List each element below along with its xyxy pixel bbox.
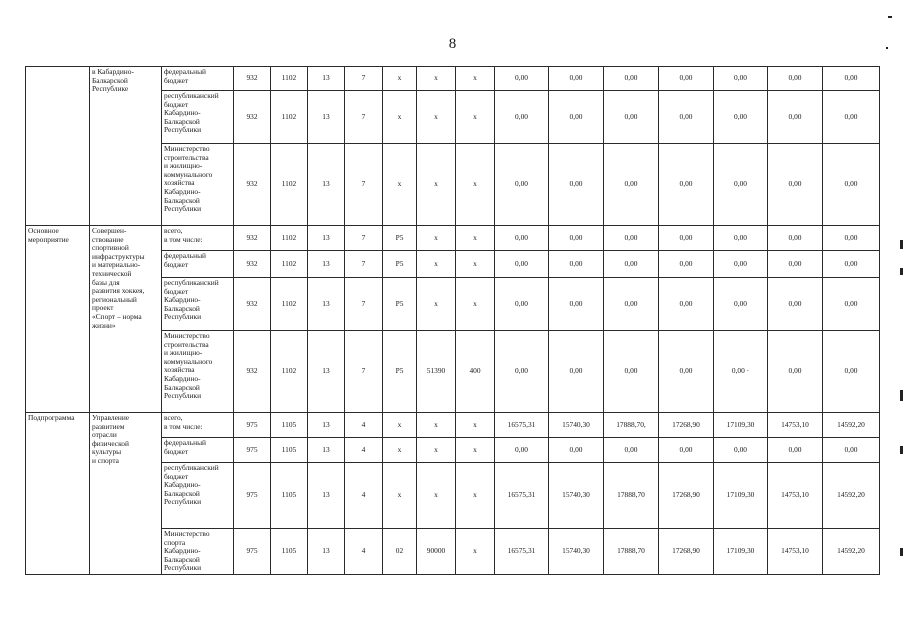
om-cell: P5 bbox=[383, 331, 417, 413]
grbs-cell: 975 bbox=[234, 529, 271, 575]
rzpr-cell: 1102 bbox=[271, 278, 308, 331]
pgp-cell: 7 bbox=[345, 331, 383, 413]
amount-cell: 0,00 bbox=[604, 278, 659, 331]
gp-cell: 13 bbox=[308, 529, 345, 575]
grbs-cell: 932 bbox=[234, 91, 271, 144]
grbs-cell: 975 bbox=[234, 413, 271, 438]
amount-cell: 0,00 bbox=[549, 438, 604, 463]
amount-cell: 17888,70 bbox=[604, 463, 659, 529]
table-row bbox=[26, 226, 880, 251]
scan-mark bbox=[900, 240, 903, 249]
amount-cell: 0,00 bbox=[768, 278, 823, 331]
amount-cell: 0,00 bbox=[495, 438, 549, 463]
pgp-cell: 7 bbox=[345, 67, 383, 91]
amount-cell: 17109,30 bbox=[714, 529, 768, 575]
amount-cell: 16575,31 bbox=[495, 413, 549, 438]
amount-cell: 17888,70, bbox=[604, 413, 659, 438]
target-article-cell: 51390 bbox=[417, 331, 456, 413]
funding-source-cell: Министерство спорта Кабардино- Балкарской Республики bbox=[162, 529, 234, 575]
amount-cell: 0,00 bbox=[604, 91, 659, 144]
amount-cell: 0,00 bbox=[823, 226, 880, 251]
amount-cell: 0,00 bbox=[768, 67, 823, 91]
om-cell: x bbox=[383, 413, 417, 438]
gp-cell: 13 bbox=[308, 413, 345, 438]
expense-type-cell: x bbox=[456, 91, 495, 144]
gp-cell: 13 bbox=[308, 251, 345, 278]
expense-type-cell: x bbox=[456, 278, 495, 331]
rzpr-cell: 1105 bbox=[271, 529, 308, 575]
expense-type-cell: x bbox=[456, 67, 495, 91]
grbs-cell: 932 bbox=[234, 251, 271, 278]
amount-cell: 0,00 bbox=[549, 251, 604, 278]
pgp-cell: 7 bbox=[345, 278, 383, 331]
amount-cell: 0,00 bbox=[604, 331, 659, 413]
expense-type-cell: x bbox=[456, 226, 495, 251]
funding-source-cell: федеральный бюджет bbox=[162, 251, 234, 278]
amount-cell: 17888,70 bbox=[604, 529, 659, 575]
pgp-cell: 7 bbox=[345, 251, 383, 278]
amount-cell: 16575,31 bbox=[495, 529, 549, 575]
amount-cell: 0,00 bbox=[549, 226, 604, 251]
rzpr-cell: 1105 bbox=[271, 463, 308, 529]
rzpr-cell: 1102 bbox=[271, 67, 308, 91]
grbs-cell: 932 bbox=[234, 331, 271, 413]
expense-type-cell: x bbox=[456, 463, 495, 529]
om-cell: 02 bbox=[383, 529, 417, 575]
target-article-cell: x bbox=[417, 144, 456, 226]
pgp-cell: 4 bbox=[345, 438, 383, 463]
grbs-cell: 932 bbox=[234, 278, 271, 331]
amount-cell: 0,00 bbox=[495, 251, 549, 278]
rzpr-cell: 1105 bbox=[271, 438, 308, 463]
target-article-cell: x bbox=[417, 251, 456, 278]
program-name-cell: Совершен- ствование спортивной инфраструктуры и материально- технической базы для развития хоккея, региональный проект «Спорт – норма жизни» bbox=[90, 226, 162, 413]
amount-cell: 15740,30 bbox=[549, 413, 604, 438]
budget-table bbox=[25, 66, 880, 575]
expense-type-cell: x bbox=[456, 529, 495, 575]
funding-source-cell: республиканский бюджет Кабардино- Балкарской Республики bbox=[162, 278, 234, 331]
funding-source-cell: республиканский бюджет Кабардино- Балкарской Республики bbox=[162, 463, 234, 529]
om-cell: P5 bbox=[383, 251, 417, 278]
table-row bbox=[26, 413, 880, 438]
pgp-cell: 7 bbox=[345, 144, 383, 226]
expense-type-cell: x bbox=[456, 413, 495, 438]
amount-cell: 0,00 bbox=[768, 91, 823, 144]
amount-cell: 14753,10 bbox=[768, 413, 823, 438]
gp-cell: 13 bbox=[308, 226, 345, 251]
expense-type-cell: x bbox=[456, 251, 495, 278]
rzpr-cell: 1102 bbox=[271, 331, 308, 413]
target-article-cell: x bbox=[417, 67, 456, 91]
gp-cell: 13 bbox=[308, 91, 345, 144]
amount-cell: 15740,30 bbox=[549, 529, 604, 575]
funding-source-cell: всего, в том числе: bbox=[162, 226, 234, 251]
amount-cell: 0,00 bbox=[714, 278, 768, 331]
table-body bbox=[26, 67, 880, 575]
amount-cell: 0,00 bbox=[604, 226, 659, 251]
amount-cell: 0,00 bbox=[823, 251, 880, 278]
amount-cell: 0,00 bbox=[495, 331, 549, 413]
target-article-cell: x bbox=[417, 463, 456, 529]
amount-cell: 0,00 bbox=[823, 91, 880, 144]
target-article-cell: x bbox=[417, 91, 456, 144]
pgp-cell: 7 bbox=[345, 226, 383, 251]
target-article-cell: x bbox=[417, 278, 456, 331]
amount-cell: 0,00 bbox=[823, 331, 880, 413]
grbs-cell: 932 bbox=[234, 144, 271, 226]
funding-source-cell: федеральный бюджет bbox=[162, 438, 234, 463]
grbs-cell: 932 bbox=[234, 67, 271, 91]
amount-cell: 0,00 bbox=[714, 67, 768, 91]
amount-cell: 16575,31 bbox=[495, 463, 549, 529]
scan-mark bbox=[886, 47, 888, 49]
amount-cell: 17109,30 bbox=[714, 463, 768, 529]
amount-cell: 0,00 bbox=[549, 91, 604, 144]
om-cell: x bbox=[383, 438, 417, 463]
amount-cell: 0,00 bbox=[604, 67, 659, 91]
amount-cell: 14753,10 bbox=[768, 529, 823, 575]
amount-cell: 0,00 bbox=[823, 438, 880, 463]
amount-cell: 0,00 bbox=[768, 251, 823, 278]
page-number: 8 bbox=[448, 36, 457, 52]
amount-cell: 0,00 bbox=[768, 144, 823, 226]
amount-cell: 14592,20 bbox=[823, 413, 880, 438]
amount-cell: 0,00 bbox=[659, 278, 714, 331]
amount-cell: 0,00 bbox=[823, 67, 880, 91]
program-name-cell: Управление развитием отрасли физической культуры и спорта bbox=[90, 413, 162, 575]
pgp-cell: 4 bbox=[345, 413, 383, 438]
gp-cell: 13 bbox=[308, 144, 345, 226]
amount-cell: 0,00 bbox=[604, 144, 659, 226]
gp-cell: 13 bbox=[308, 438, 345, 463]
gp-cell: 13 bbox=[308, 67, 345, 91]
funding-source-cell: федеральный бюджет bbox=[162, 67, 234, 91]
amount-cell: 0,00 bbox=[659, 251, 714, 278]
amount-cell: 0,00 bbox=[495, 278, 549, 331]
amount-cell: 0,00 bbox=[714, 438, 768, 463]
amount-cell: 0,00 bbox=[714, 91, 768, 144]
scan-mark bbox=[900, 446, 903, 454]
amount-cell: 0,00 bbox=[659, 226, 714, 251]
grbs-cell: 975 bbox=[234, 438, 271, 463]
amount-cell: 14592,20 bbox=[823, 463, 880, 529]
funding-source-cell: республиканский бюджет Кабардино- Балкарской Республики bbox=[162, 91, 234, 144]
expense-type-cell: x bbox=[456, 144, 495, 226]
amount-cell: 0,00 bbox=[659, 144, 714, 226]
om-cell: x bbox=[383, 67, 417, 91]
amount-cell: 0,00 bbox=[823, 144, 880, 226]
pgp-cell: 7 bbox=[345, 91, 383, 144]
grbs-cell: 932 bbox=[234, 226, 271, 251]
program-name-cell: в Кабардино- Балкарской Республике bbox=[90, 67, 162, 226]
amount-cell: 0,00 bbox=[549, 278, 604, 331]
scan-mark bbox=[900, 390, 903, 401]
funding-source-cell: Министерство строительства и жилищно- коммунального хозяйства Кабардино- Балкарской Республики bbox=[162, 144, 234, 226]
rzpr-cell: 1102 bbox=[271, 251, 308, 278]
gp-cell: 13 bbox=[308, 463, 345, 529]
amount-cell: 0,00 · bbox=[714, 331, 768, 413]
target-article-cell: x bbox=[417, 226, 456, 251]
scan-mark bbox=[900, 548, 903, 556]
scan-mark bbox=[888, 16, 892, 18]
rzpr-cell: 1102 bbox=[271, 91, 308, 144]
status-cell: Подпрограмма bbox=[26, 413, 90, 575]
amount-cell: 0,00 bbox=[823, 278, 880, 331]
gp-cell: 13 bbox=[308, 278, 345, 331]
amount-cell: 15740,30 bbox=[549, 463, 604, 529]
expense-type-cell: x bbox=[456, 438, 495, 463]
amount-cell: 0,00 bbox=[714, 226, 768, 251]
amount-cell: 0,00 bbox=[495, 226, 549, 251]
expense-type-cell: 400 bbox=[456, 331, 495, 413]
amount-cell: 0,00 bbox=[659, 91, 714, 144]
om-cell: x bbox=[383, 463, 417, 529]
amount-cell: 17109,30 bbox=[714, 413, 768, 438]
amount-cell: 0,00 bbox=[659, 331, 714, 413]
om-cell: x bbox=[383, 144, 417, 226]
amount-cell: 17268,90 bbox=[659, 413, 714, 438]
status-cell: Основное мероприятие bbox=[26, 226, 90, 413]
target-article-cell: x bbox=[417, 413, 456, 438]
target-article-cell: 90000 bbox=[417, 529, 456, 575]
target-article-cell: x bbox=[417, 438, 456, 463]
amount-cell: 0,00 bbox=[549, 144, 604, 226]
amount-cell: 0,00 bbox=[549, 67, 604, 91]
amount-cell: 0,00 bbox=[714, 144, 768, 226]
amount-cell: 0,00 bbox=[549, 331, 604, 413]
amount-cell: 0,00 bbox=[659, 67, 714, 91]
pgp-cell: 4 bbox=[345, 529, 383, 575]
rzpr-cell: 1105 bbox=[271, 413, 308, 438]
amount-cell: 14592,20 bbox=[823, 529, 880, 575]
om-cell: x bbox=[383, 91, 417, 144]
funding-source-cell: всего, в том числе: bbox=[162, 413, 234, 438]
om-cell: P5 bbox=[383, 226, 417, 251]
rzpr-cell: 1102 bbox=[271, 144, 308, 226]
amount-cell: 0,00 bbox=[495, 67, 549, 91]
rzpr-cell: 1102 bbox=[271, 226, 308, 251]
table-row bbox=[26, 67, 880, 91]
amount-cell: 0,00 bbox=[714, 251, 768, 278]
funding-source-cell: Министерство строительства и жилищно- коммунального хозяйства Кабардино- Балкарской Республики bbox=[162, 331, 234, 413]
amount-cell: 0,00 bbox=[495, 91, 549, 144]
status-cell bbox=[26, 67, 90, 226]
om-cell: P5 bbox=[383, 278, 417, 331]
pgp-cell: 4 bbox=[345, 463, 383, 529]
amount-cell: 0,00 bbox=[604, 438, 659, 463]
amount-cell: 0,00 bbox=[659, 438, 714, 463]
amount-cell: 0,00 bbox=[604, 251, 659, 278]
gp-cell: 13 bbox=[308, 331, 345, 413]
amount-cell: 14753,10 bbox=[768, 463, 823, 529]
amount-cell: 0,00 bbox=[768, 438, 823, 463]
amount-cell: 0,00 bbox=[768, 331, 823, 413]
amount-cell: 17268,90 bbox=[659, 463, 714, 529]
scan-mark bbox=[900, 268, 903, 275]
amount-cell: 17268,90 bbox=[659, 529, 714, 575]
amount-cell: 0,00 bbox=[495, 144, 549, 226]
amount-cell: 0,00 bbox=[768, 226, 823, 251]
grbs-cell: 975 bbox=[234, 463, 271, 529]
